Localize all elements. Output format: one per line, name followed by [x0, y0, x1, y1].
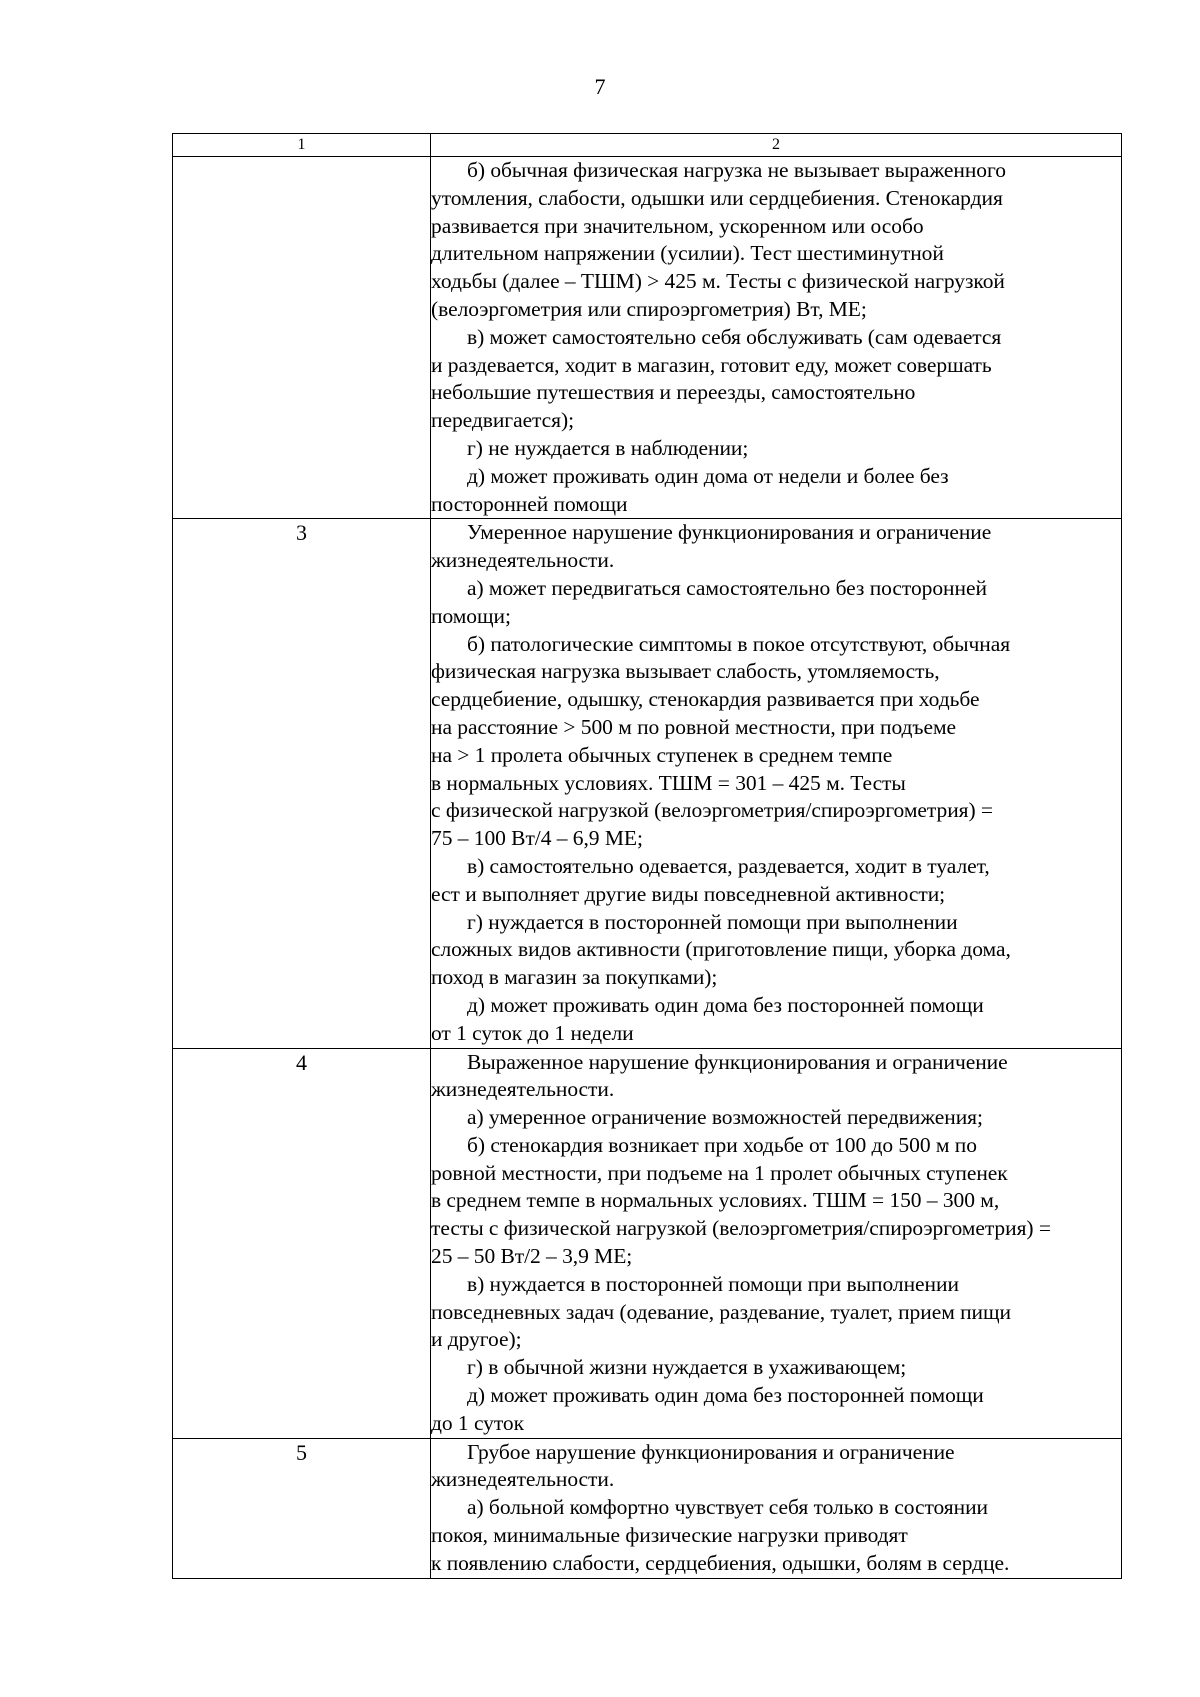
text-line: в) самостоятельно одевается, раздевается, ходит в туалет, [467, 853, 990, 878]
text-line: ест и выполняет другие виды повседневной активности; [431, 881, 946, 906]
text-line: утомления, слабости, одышки или сердцебиения. Стенокардия [431, 185, 1003, 210]
text-line: г) не нуждается в наблюдении; [467, 435, 749, 460]
table-row [173, 157, 1122, 519]
text-line: на расстояние > 500 м по ровной местности, при подъеме [431, 714, 957, 739]
text-line: б) патологические симптомы в покое отсутствуют, обычная [467, 631, 1011, 656]
text-line: жизнедеятельности. [431, 1077, 615, 1102]
text-line: жизнедеятельности. [431, 1467, 615, 1492]
text-line: развивается при значительном, ускоренном или особо [431, 213, 924, 238]
text-line: к появлению слабости, сердцебиения, одышки, болям в сердце. [431, 1550, 1010, 1575]
text-line: г) нуждается в посторонней помощи при выполнении [467, 909, 958, 934]
text-line: Умеренное нарушение функционирования и ограничение [467, 520, 992, 545]
column-header-2: 2 [431, 134, 1122, 157]
text-line: в среднем темпе в нормальных условиях. ТШМ = 150 – 300 м, [431, 1188, 1000, 1213]
row-number-cell [173, 157, 431, 519]
text-line: повседневных задач (одевание, раздевание, туалет, прием пищи [431, 1299, 1011, 1324]
text-line: д) может проживать один дома без посторонней помощи [467, 1383, 984, 1408]
row-number-cell: 4 [173, 1048, 431, 1438]
text-line: длительном напряжении (усилии). Тест шестиминутной [431, 241, 944, 266]
text-line: поход в магазин за покупками); [431, 965, 718, 990]
row-content-cell [431, 1048, 1122, 1438]
text-line: сердцебиение, одышку, стенокардия развивается при ходьбе [431, 687, 980, 712]
text-line: в) может самостоятельно себя обслуживать (сам одевается [467, 324, 1002, 349]
text-line: а) больной комфортно чувствует себя только в состоянии [467, 1495, 989, 1520]
text-line: физическая нагрузка вызывает слабость, утомляемость, [431, 659, 940, 684]
text-line: Выраженное нарушение функционирования и ограничение [467, 1049, 1008, 1074]
text-line: в нормальных условиях. ТШМ = 301 – 425 м. Тесты [431, 770, 906, 795]
text-line: помощи; [431, 603, 511, 628]
text-line: от 1 суток до 1 недели [431, 1020, 634, 1045]
text-line: д) может проживать один дома от недели и более без [467, 463, 949, 488]
row-number-cell: 5 [173, 1438, 431, 1578]
page-number: 7 [594, 74, 606, 99]
text-line: д) может проживать один дома без посторонней помощи [467, 992, 984, 1017]
text-line: в) нуждается в посторонней помощи при выполнении [467, 1271, 959, 1296]
text-line: Грубое нарушение функционирования и ограничение [467, 1439, 955, 1464]
table-header-row [173, 134, 1122, 157]
table-row [173, 1048, 1122, 1438]
text-line: 75 – 100 Вт/4 – 6,9 МЕ; [431, 826, 643, 851]
text-line: на > 1 пролета обычных ступенек в среднем темпе [431, 742, 893, 767]
text-line: г) в обычной жизни нуждается в ухаживающем; [467, 1355, 907, 1380]
text-line: а) может передвигаться самостоятельно без посторонней [467, 575, 987, 600]
text-line: а) умеренное ограничение возможностей передвижения; [467, 1105, 983, 1130]
text-line: небольшие путешествия и переезды, самостоятельно [431, 380, 916, 405]
row-content-cell [431, 1438, 1122, 1578]
criteria-table [172, 133, 1122, 1579]
text-line: и раздевается, ходит в магазин, готовит еду, может совершать [431, 352, 992, 377]
text-line: с физической нагрузкой (велоэргометрия/спироэргометрия) = [431, 798, 994, 823]
text-line: до 1 суток [431, 1410, 525, 1435]
text-line: сложных видов активности (приготовление пищи, уборка дома, [431, 937, 1011, 962]
text-line: 25 – 50 Вт/2 – 3,9 МЕ; [431, 1244, 633, 1269]
row-content-cell [431, 157, 1122, 519]
text-line: тесты с физической нагрузкой (велоэргометрия/спироэргометрия) = [431, 1216, 1051, 1241]
text-line: ровной местности, при подъеме на 1 пролет обычных ступенек [431, 1160, 1008, 1185]
column-header-1: 1 [173, 134, 431, 157]
row-number-cell: 3 [173, 519, 431, 1048]
text-line: жизнедеятельности. [431, 548, 615, 573]
text-line: передвигается); [431, 408, 575, 433]
table-row [173, 1438, 1122, 1578]
text-line: покоя, минимальные физические нагрузки приводят [431, 1523, 908, 1548]
row-content-cell [431, 519, 1122, 1048]
text-line: ходьбы (далее – ТШМ) > 425 м. Тесты с физической нагрузкой [431, 269, 1005, 294]
text-line: б) стенокардия возникает при ходьбе от 100 до 500 м по [467, 1132, 977, 1157]
text-line: и другое); [431, 1327, 522, 1352]
table-row [173, 519, 1122, 1048]
text-line: б) обычная физическая нагрузка не вызывает выраженного [467, 158, 1006, 182]
text-line: (велоэргометрия или спироэргометрия) Вт, МЕ; [431, 296, 867, 321]
text-line: посторонней помощи [431, 491, 628, 516]
